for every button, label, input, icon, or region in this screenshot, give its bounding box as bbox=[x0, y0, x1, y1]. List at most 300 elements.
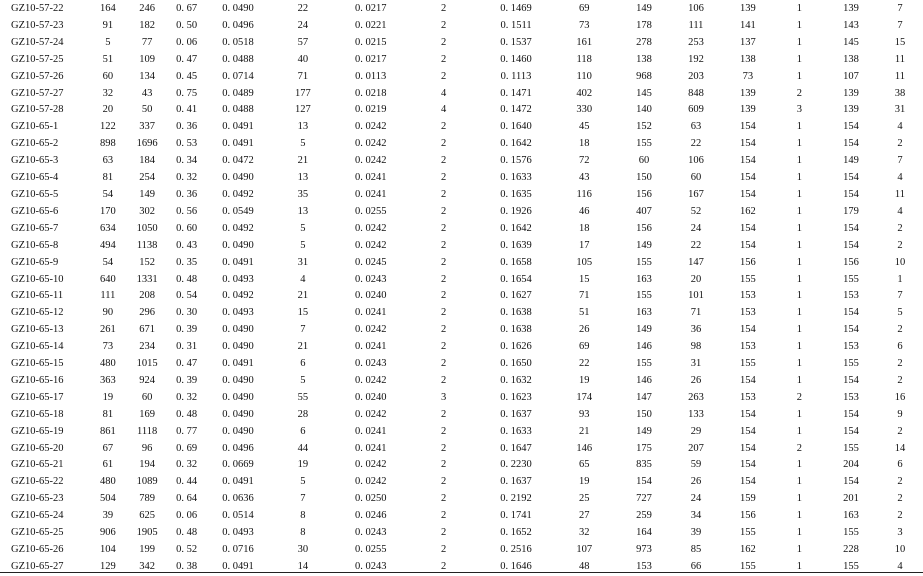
table-cell: 0. 1633 bbox=[500, 425, 532, 437]
table-cell: 263 bbox=[688, 391, 704, 403]
table-cell: 0. 1576 bbox=[500, 155, 532, 167]
table-cell: 13 bbox=[297, 172, 309, 184]
table-cell: 0. 0250 bbox=[354, 493, 387, 505]
table-cell: 253 bbox=[688, 36, 704, 48]
table-cell: 154 bbox=[843, 324, 859, 336]
table-cell: 43 bbox=[578, 172, 590, 184]
table-cell: 0. 0242 bbox=[354, 324, 387, 336]
table-cell: 1 bbox=[796, 205, 803, 217]
table-cell: 494 bbox=[100, 239, 116, 251]
table-cell: 159 bbox=[740, 493, 756, 505]
table-cell: 0. 0242 bbox=[354, 121, 387, 133]
table-cell: 40 bbox=[297, 53, 309, 65]
table-cell: 153 bbox=[843, 391, 859, 403]
table-cell: 69 bbox=[578, 3, 590, 14]
table-cell: 609 bbox=[688, 104, 704, 116]
table-cell: 0. 0217 bbox=[354, 53, 387, 65]
table-cell: 116 bbox=[576, 188, 592, 200]
table-row bbox=[0, 1, 923, 18]
table-cell: 2 bbox=[440, 527, 447, 539]
table-cell: 73 bbox=[578, 19, 590, 31]
table-cell: 0. 69 bbox=[176, 442, 198, 454]
table-row bbox=[0, 474, 923, 491]
table-cell: 34 bbox=[690, 510, 702, 522]
table-row bbox=[0, 204, 923, 221]
sample-id-cell: GZ10-65-11 bbox=[11, 290, 64, 302]
table-cell: 0. 2516 bbox=[500, 544, 532, 555]
table-cell: 22 bbox=[690, 138, 702, 150]
table-cell: 154 bbox=[740, 121, 756, 133]
table-cell: 2 bbox=[440, 205, 447, 217]
table-cell: 0. 43 bbox=[176, 239, 198, 251]
table-cell: 2 bbox=[440, 172, 447, 184]
table-cell: 175 bbox=[636, 442, 652, 454]
table-cell: 968 bbox=[636, 70, 652, 82]
table-cell: 21 bbox=[297, 290, 309, 302]
table-cell: 0. 0491 bbox=[222, 358, 254, 370]
table-cell: 203 bbox=[688, 70, 704, 82]
table-cell: 2 bbox=[440, 493, 447, 505]
table-cell: 139 bbox=[740, 3, 756, 14]
table-cell: 0. 1642 bbox=[500, 222, 532, 234]
table-cell: 0. 1537 bbox=[500, 36, 532, 48]
table-cell: 154 bbox=[843, 239, 859, 251]
table-cell: 44 bbox=[297, 442, 309, 454]
table-cell: 2 bbox=[440, 358, 447, 370]
table-cell: 146 bbox=[636, 374, 652, 386]
table-cell: 36 bbox=[690, 324, 702, 336]
table-cell: 155 bbox=[843, 442, 859, 454]
table-cell: 0. 1652 bbox=[500, 527, 532, 539]
table-cell: 0. 1642 bbox=[500, 138, 532, 150]
table-cell: 4 bbox=[897, 121, 903, 133]
table-cell: 1 bbox=[796, 188, 803, 200]
table-cell: 1 bbox=[796, 36, 803, 48]
table-cell: 65 bbox=[578, 459, 590, 471]
table-cell: 153 bbox=[843, 341, 859, 353]
table-cell: 2 bbox=[440, 341, 447, 353]
table-cell: 147 bbox=[688, 256, 704, 268]
table-cell: 0. 77 bbox=[176, 425, 198, 437]
table-cell: 139 bbox=[740, 87, 756, 99]
table-cell: 0. 64 bbox=[176, 493, 198, 505]
table-cell: 2 bbox=[440, 442, 447, 454]
table-cell: 1 bbox=[796, 70, 803, 82]
table-cell: 2 bbox=[440, 425, 447, 437]
table-cell: 0. 0242 bbox=[354, 138, 387, 150]
table-cell: 32 bbox=[578, 527, 590, 539]
table-cell: 5 bbox=[897, 307, 903, 319]
table-cell: 0. 0490 bbox=[222, 391, 254, 403]
table-row bbox=[0, 221, 923, 238]
table-cell: 0. 0242 bbox=[354, 476, 387, 488]
table-cell: 155 bbox=[843, 527, 859, 539]
table-cell: 1 bbox=[796, 19, 803, 31]
table-cell: 0. 0490 bbox=[222, 374, 254, 386]
table-cell: 31 bbox=[690, 358, 702, 370]
table-cell: 0. 0514 bbox=[222, 510, 254, 522]
table-cell: 0. 60 bbox=[176, 222, 198, 234]
table-cell: 1 bbox=[796, 527, 803, 539]
table-cell: 0. 0242 bbox=[354, 374, 387, 386]
table-cell: 4 bbox=[300, 273, 306, 285]
table-cell: 24 bbox=[690, 222, 702, 234]
table-cell: 0. 44 bbox=[176, 476, 198, 488]
table-cell: 0. 0243 bbox=[354, 273, 387, 285]
table-cell: 19 bbox=[578, 374, 590, 386]
table-cell: 0. 0491 bbox=[222, 560, 254, 572]
table-row bbox=[0, 272, 923, 289]
table-cell: 1 bbox=[796, 273, 803, 285]
table-cell: 0. 0490 bbox=[222, 172, 254, 184]
table-cell: 107 bbox=[576, 544, 593, 555]
table-cell: 6 bbox=[300, 425, 306, 437]
table-cell: 1 bbox=[796, 138, 803, 150]
table-cell: 154 bbox=[636, 476, 652, 488]
table-row bbox=[0, 86, 923, 103]
table-cell: 302 bbox=[139, 205, 155, 217]
table-cell: 4 bbox=[440, 104, 447, 116]
table-cell: 162 bbox=[740, 544, 756, 555]
table-row bbox=[0, 136, 923, 153]
table-cell: 2 bbox=[440, 256, 447, 268]
table-cell: 0. 1113 bbox=[500, 70, 532, 82]
table-cell: 0. 1626 bbox=[500, 341, 532, 353]
table-cell: 2 bbox=[440, 138, 447, 150]
table-cell: 19 bbox=[102, 391, 114, 403]
table-cell: 71 bbox=[578, 290, 590, 302]
table-cell: 0. 0241 bbox=[354, 172, 387, 184]
table-row bbox=[0, 339, 923, 356]
table-cell: 154 bbox=[843, 307, 859, 319]
table-cell: 0. 1469 bbox=[500, 3, 532, 14]
table-cell: 5 bbox=[300, 138, 306, 150]
table-cell: 13 bbox=[297, 205, 309, 217]
table-cell: 0. 1511 bbox=[500, 19, 532, 31]
table-cell: 1 bbox=[796, 307, 803, 319]
table-cell: 149 bbox=[636, 425, 652, 437]
table-cell: 35 bbox=[297, 188, 309, 200]
table-cell: 1 bbox=[796, 256, 803, 268]
table-cell: 96 bbox=[141, 442, 153, 454]
bottom-rule bbox=[0, 572, 923, 573]
table-cell: 154 bbox=[843, 138, 859, 150]
table-cell: 15 bbox=[297, 307, 309, 319]
table-cell: 106 bbox=[688, 3, 704, 14]
table-cell: 71 bbox=[297, 70, 309, 82]
table-cell: 69 bbox=[578, 341, 590, 353]
table-cell: 14 bbox=[894, 442, 906, 454]
table-cell: 0. 0490 bbox=[222, 408, 254, 420]
table-cell: 154 bbox=[740, 425, 756, 437]
table-cell: 0. 0488 bbox=[222, 53, 254, 65]
table-cell: 54 bbox=[102, 188, 114, 200]
table-cell: 0. 0218 bbox=[354, 87, 387, 99]
sample-id-cell: GZ10-57-23 bbox=[11, 19, 64, 31]
table-cell: 640 bbox=[100, 273, 116, 285]
table-cell: 0. 1460 bbox=[500, 53, 532, 65]
table-cell: 625 bbox=[139, 510, 155, 522]
table-cell: 3 bbox=[796, 104, 803, 116]
table-cell: 31 bbox=[297, 256, 309, 268]
table-cell: 1 bbox=[796, 493, 803, 505]
table-cell: 0. 1654 bbox=[500, 273, 532, 285]
sample-id-cell: GZ10-65-22 bbox=[11, 476, 64, 488]
table-cell: 2 bbox=[440, 70, 447, 82]
table-cell: 0. 0490 bbox=[222, 3, 254, 14]
table-cell: 137 bbox=[740, 36, 756, 48]
table-cell: 261 bbox=[100, 324, 116, 336]
table-cell: 21 bbox=[297, 155, 309, 167]
table-cell: 21 bbox=[578, 425, 590, 437]
table-cell: 0. 0255 bbox=[354, 205, 387, 217]
table-cell: 1 bbox=[796, 544, 803, 555]
table-cell: 111 bbox=[100, 290, 116, 302]
table-cell: 0. 0242 bbox=[354, 222, 387, 234]
table-cell: 154 bbox=[740, 374, 756, 386]
table-cell: 150 bbox=[636, 172, 652, 184]
table-row bbox=[0, 424, 923, 441]
table-cell: 156 bbox=[843, 256, 859, 268]
table-cell: 26 bbox=[578, 324, 590, 336]
table-cell: 90 bbox=[102, 307, 114, 319]
table-cell: 727 bbox=[636, 493, 652, 505]
table-cell: 25 bbox=[578, 493, 590, 505]
table-cell: 0. 0493 bbox=[222, 273, 254, 285]
table-cell: 19 bbox=[578, 476, 590, 488]
table-cell: 0. 0491 bbox=[222, 476, 254, 488]
table-cell: 0. 0243 bbox=[354, 527, 387, 539]
table-cell: 67 bbox=[102, 442, 114, 454]
table-cell: 0. 0518 bbox=[222, 36, 254, 48]
table-cell: 208 bbox=[139, 290, 155, 302]
table-cell: 60 bbox=[690, 172, 702, 184]
table-cell: 330 bbox=[576, 104, 593, 116]
table-cell: 0. 47 bbox=[176, 53, 198, 65]
table-cell: 1 bbox=[796, 358, 803, 370]
table-body bbox=[0, 1, 923, 576]
table-cell: 2 bbox=[440, 324, 447, 336]
table-cell: 163 bbox=[843, 510, 859, 522]
table-cell: 154 bbox=[740, 459, 756, 471]
table-cell: 139 bbox=[843, 3, 859, 14]
table-cell: 60 bbox=[141, 391, 153, 403]
table-cell: 5 bbox=[300, 222, 306, 234]
table-cell: 0. 1623 bbox=[500, 391, 532, 403]
table-cell: 10 bbox=[894, 256, 906, 268]
sample-id-cell: GZ10-57-25 bbox=[11, 53, 64, 65]
table-cell: 154 bbox=[843, 121, 859, 133]
table-cell: 2 bbox=[897, 138, 903, 150]
table-cell: 163 bbox=[636, 273, 652, 285]
table-cell: 504 bbox=[100, 493, 116, 505]
table-cell: 634 bbox=[100, 222, 116, 234]
table-cell: 18 bbox=[578, 222, 590, 234]
table-cell: 154 bbox=[843, 374, 859, 386]
table-row bbox=[0, 238, 923, 255]
table-cell: 1 bbox=[897, 273, 903, 285]
table-cell: 0. 67 bbox=[176, 3, 198, 14]
table-cell: 9 bbox=[897, 408, 903, 420]
table-cell: 155 bbox=[843, 560, 859, 572]
table-cell: 30 bbox=[297, 544, 309, 555]
table-cell: 5 bbox=[300, 374, 306, 386]
table-cell: 0. 53 bbox=[176, 138, 198, 150]
table-cell: 110 bbox=[576, 70, 592, 82]
table-cell: 81 bbox=[102, 172, 114, 184]
sample-id-cell: GZ10-65-13 bbox=[11, 324, 64, 336]
table-cell: 7 bbox=[300, 324, 306, 336]
table-cell: 11 bbox=[894, 188, 906, 200]
table-cell: 18 bbox=[578, 138, 590, 150]
table-cell: 133 bbox=[688, 408, 704, 420]
table-cell: 0. 1640 bbox=[500, 121, 532, 133]
table-cell: 0. 1637 bbox=[500, 476, 532, 488]
table-cell: 106 bbox=[688, 155, 704, 167]
table-cell: 2 bbox=[440, 476, 447, 488]
sample-id-cell: GZ10-65-21 bbox=[11, 459, 64, 471]
table-cell: 0. 0243 bbox=[354, 560, 387, 572]
table-cell: 0. 1627 bbox=[500, 290, 532, 302]
table-cell: 50 bbox=[141, 104, 153, 116]
table-cell: 2 bbox=[440, 188, 447, 200]
table-cell: 5 bbox=[300, 476, 306, 488]
table-cell: 4 bbox=[897, 172, 903, 184]
sample-id-cell: GZ10-65-17 bbox=[11, 391, 64, 403]
table-cell: 3 bbox=[440, 391, 447, 403]
table-cell: 147 bbox=[636, 391, 652, 403]
table-cell: 0. 0113 bbox=[355, 70, 387, 82]
table-cell: 39 bbox=[102, 510, 114, 522]
table-row bbox=[0, 102, 923, 119]
table-cell: 8 bbox=[300, 510, 306, 522]
table-cell: 2 bbox=[440, 510, 447, 522]
table-cell: 337 bbox=[139, 121, 155, 133]
table-cell: 45 bbox=[578, 121, 590, 133]
table-cell: 0. 39 bbox=[176, 374, 198, 386]
sample-id-cell: GZ10-65-12 bbox=[11, 307, 64, 319]
table-cell: 155 bbox=[636, 138, 652, 150]
table-row bbox=[0, 305, 923, 322]
table-cell: 153 bbox=[740, 341, 756, 353]
table-cell: 0. 0472 bbox=[222, 155, 254, 167]
table-cell: 2 bbox=[897, 476, 903, 488]
table-cell: 138 bbox=[636, 53, 652, 65]
table-cell: 15 bbox=[894, 36, 906, 48]
table-cell: 177 bbox=[295, 87, 311, 99]
table-cell: 0. 1741 bbox=[500, 510, 532, 522]
table-row bbox=[0, 373, 923, 390]
table-cell: 2 bbox=[440, 155, 447, 167]
table-cell: 73 bbox=[742, 70, 754, 82]
table-cell: 138 bbox=[740, 53, 756, 65]
sample-id-cell: GZ10-57-22 bbox=[11, 3, 64, 14]
table-cell: 6 bbox=[897, 341, 903, 353]
table-cell: 0. 0490 bbox=[222, 425, 254, 437]
sample-id-cell: GZ10-65-6 bbox=[11, 205, 59, 217]
table-cell: 0. 0241 bbox=[354, 307, 387, 319]
table-cell: 11 bbox=[894, 70, 906, 82]
table-cell: 0. 41 bbox=[176, 104, 198, 116]
table-cell: 155 bbox=[843, 273, 859, 285]
table-cell: 2 bbox=[897, 324, 903, 336]
table-cell: 1 bbox=[796, 53, 803, 65]
table-cell: 98 bbox=[690, 341, 702, 353]
table-cell: 0. 0241 bbox=[354, 442, 387, 454]
table-row bbox=[0, 18, 923, 35]
table-cell: 29 bbox=[690, 425, 702, 437]
table-cell: 1 bbox=[796, 121, 803, 133]
table-cell: 32 bbox=[102, 87, 114, 99]
table-cell: 156 bbox=[636, 222, 652, 234]
table-cell: 154 bbox=[843, 188, 859, 200]
table-cell: 139 bbox=[740, 104, 756, 116]
table-cell: 0. 36 bbox=[176, 188, 198, 200]
table-cell: 21 bbox=[297, 341, 309, 353]
table-cell: 0. 50 bbox=[176, 19, 198, 31]
table-cell: 169 bbox=[139, 408, 155, 420]
table-cell: 155 bbox=[636, 358, 652, 370]
table-cell: 0. 0488 bbox=[222, 104, 254, 116]
table-row bbox=[0, 407, 923, 424]
table-row bbox=[0, 390, 923, 407]
table-cell: 254 bbox=[139, 172, 155, 184]
table-cell: 153 bbox=[740, 307, 756, 319]
table-cell: 0. 0491 bbox=[222, 256, 254, 268]
sample-id-cell: GZ10-65-26 bbox=[11, 544, 64, 555]
table-cell: 0. 1633 bbox=[500, 172, 532, 184]
table-cell: 4 bbox=[440, 87, 447, 99]
table-cell: 146 bbox=[576, 442, 593, 454]
table-cell: 1905 bbox=[136, 527, 158, 539]
table-cell: 3 bbox=[897, 527, 903, 539]
table-cell: 155 bbox=[636, 256, 652, 268]
table-cell: 152 bbox=[636, 121, 652, 133]
table-cell: 101 bbox=[688, 290, 704, 302]
table-cell: 0. 48 bbox=[176, 408, 198, 420]
table-cell: 4 bbox=[897, 205, 903, 217]
table-cell: 0. 0255 bbox=[354, 544, 387, 555]
table-cell: 0. 0491 bbox=[222, 121, 254, 133]
table-cell: 2 bbox=[897, 374, 903, 386]
table-cell: 0. 52 bbox=[176, 544, 198, 555]
table-cell: 154 bbox=[740, 239, 756, 251]
table-cell: 0. 0215 bbox=[354, 36, 387, 48]
sample-id-cell: GZ10-65-19 bbox=[11, 425, 64, 437]
table-cell: 1 bbox=[796, 324, 803, 336]
sample-id-cell: GZ10-65-24 bbox=[11, 510, 64, 522]
table-cell: 11 bbox=[894, 53, 906, 65]
table-cell: 85 bbox=[690, 544, 702, 555]
table-cell: 0. 1638 bbox=[500, 307, 532, 319]
table-cell: 0. 0245 bbox=[354, 256, 387, 268]
sample-id-cell: GZ10-65-18 bbox=[11, 408, 64, 420]
table-cell: 105 bbox=[576, 256, 593, 268]
table-cell: 174 bbox=[576, 391, 593, 403]
table-cell: 161 bbox=[576, 36, 593, 48]
table-cell: 77 bbox=[141, 36, 153, 48]
table-cell: 154 bbox=[843, 425, 859, 437]
table-cell: 156 bbox=[636, 188, 652, 200]
table-cell: 167 bbox=[688, 188, 704, 200]
table-cell: 43 bbox=[141, 87, 153, 99]
sample-id-cell: GZ10-65-9 bbox=[11, 256, 59, 268]
table-cell: 145 bbox=[636, 87, 652, 99]
table-cell: 2 bbox=[440, 239, 447, 251]
table-cell: 296 bbox=[139, 307, 155, 319]
table-cell: 2 bbox=[440, 121, 447, 133]
table-cell: 259 bbox=[636, 510, 652, 522]
